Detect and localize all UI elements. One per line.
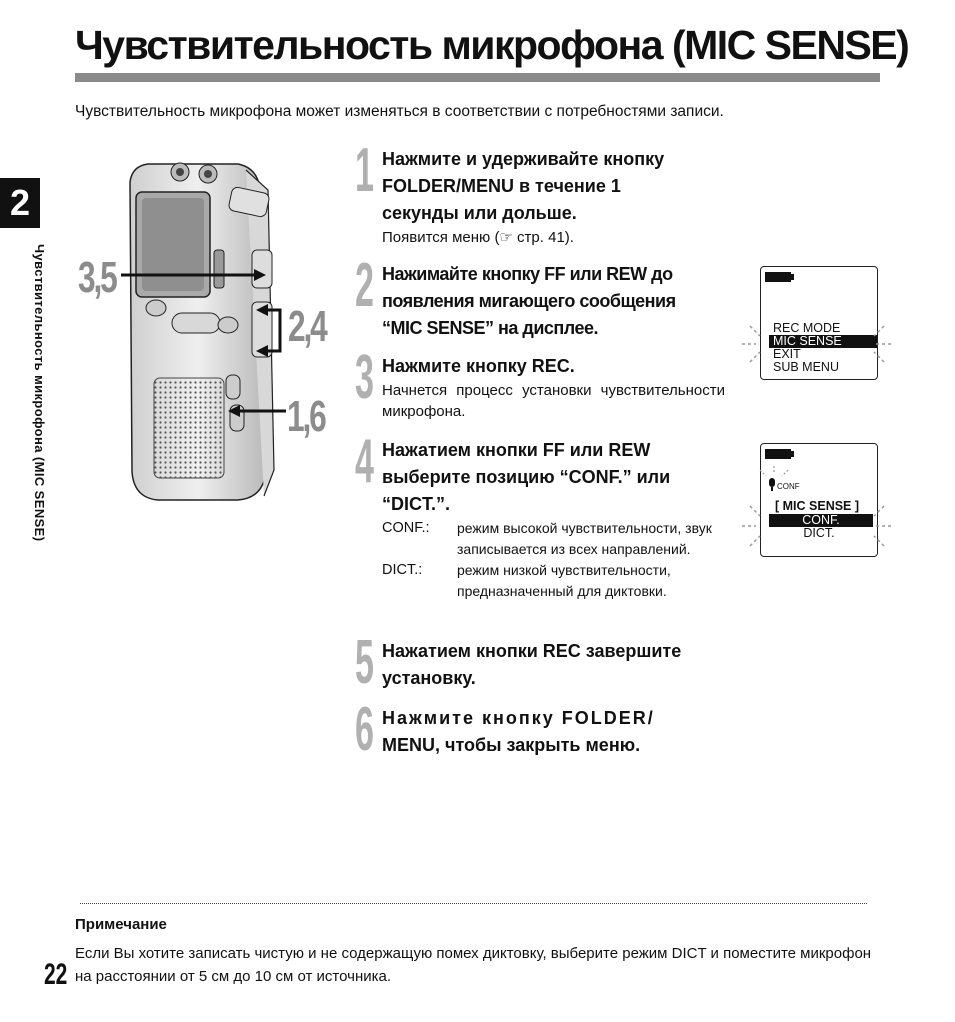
definition-dict bbox=[382, 560, 725, 602]
step-line: появления мигающего сообщения bbox=[382, 291, 676, 311]
page-title: Чувствительность микрофона (MIC SENSE) bbox=[75, 22, 909, 68]
step-line: Нажимайте кнопку FF или REW до bbox=[382, 264, 673, 284]
step-line: FOLDER/MENU в течение 1 bbox=[382, 176, 621, 196]
definition-term: CONF.: bbox=[382, 520, 430, 536]
blink-marks-mic bbox=[758, 466, 792, 496]
note-divider bbox=[80, 903, 867, 904]
note-heading: Примечание bbox=[75, 916, 167, 933]
step-5 bbox=[355, 628, 725, 697]
step-3 bbox=[355, 343, 725, 422]
step-number: 2 bbox=[355, 251, 374, 320]
step-line: “MIC SENSE” на дисплее. bbox=[382, 318, 598, 338]
step-line: Нажатием кнопки FF или REW bbox=[382, 440, 651, 460]
page-number: 22 bbox=[44, 958, 68, 991]
blink-marks bbox=[742, 322, 892, 367]
chapter-tab: 2 bbox=[0, 178, 40, 228]
step-sub: Начнется процесс установки чувствительности микрофона. bbox=[382, 382, 725, 420]
step-line: “DICT.”. bbox=[382, 494, 451, 514]
lcd-menu-item: DICT. bbox=[803, 526, 835, 540]
step-number: 6 bbox=[355, 695, 374, 764]
definition-conf bbox=[382, 518, 725, 560]
step-line: установку. bbox=[382, 668, 476, 688]
definition-text: режим низкой чувствительности, предназначенный для диктовки. bbox=[457, 562, 671, 599]
callout-arrows bbox=[118, 255, 293, 430]
step-4 bbox=[355, 427, 725, 602]
callout-3-5: 3,5 bbox=[78, 253, 116, 302]
battery-icon bbox=[765, 271, 795, 283]
lcd-menu-item: EXIT bbox=[773, 347, 801, 361]
step-number: 4 bbox=[355, 427, 374, 496]
blink-marks bbox=[742, 500, 892, 550]
definition-text: режим высокой чувствительности, звук записывается из всех направлений. bbox=[457, 520, 712, 557]
step-number: 5 bbox=[355, 628, 374, 697]
battery-icon bbox=[765, 448, 795, 460]
step-sub: Появится меню (☞ стр. 41). bbox=[382, 229, 574, 246]
step-6 bbox=[355, 695, 725, 764]
step-number: 1 bbox=[355, 136, 374, 205]
step-2 bbox=[355, 251, 725, 342]
lcd-menu-item-selected: MIC SENSE bbox=[769, 335, 877, 348]
lcd-menu-item: SUB MENU bbox=[773, 360, 839, 374]
lcd-header: [ MIC SENSE ] bbox=[775, 499, 860, 513]
definition-term: DICT.: bbox=[382, 562, 423, 578]
callout-2-4: 2,4 bbox=[288, 302, 326, 351]
callout-1-6: 1,6 bbox=[287, 392, 325, 441]
step-line: Нажмите кнопку FOLDER/ bbox=[382, 708, 655, 728]
note-text: Если Вы хотите записать чистую и не содержащую помех диктовку, выберите режим DICT и поместите микрофон на расстоянии от 5 см до 10 см от источника. bbox=[75, 945, 872, 985]
step-line: MENU, чтобы закрыть меню. bbox=[382, 735, 641, 755]
step-number: 3 bbox=[355, 343, 374, 412]
lcd-mic-label: CONF bbox=[777, 482, 800, 491]
title-rule bbox=[75, 73, 880, 82]
step-line: Нажатием кнопки REC завершите bbox=[382, 641, 682, 661]
step-1 bbox=[355, 136, 725, 248]
step-line: выберите позицию “CONF.” или bbox=[382, 467, 671, 487]
lcd-menu-item: REC MODE bbox=[773, 321, 841, 335]
side-caption: Чувствительность микрофона (MIC SENSE) bbox=[32, 244, 47, 542]
step-line: Нажмите и удерживайте кнопку bbox=[382, 149, 665, 169]
lcd-menu-item-selected: CONF. bbox=[769, 514, 873, 527]
step-line: Нажмите кнопку REC. bbox=[382, 356, 575, 376]
step-line: секунды или дольше. bbox=[382, 203, 577, 223]
intro-text: Чувствительность микрофона может изменяться в соответствии с потребностями записи. bbox=[75, 103, 724, 120]
